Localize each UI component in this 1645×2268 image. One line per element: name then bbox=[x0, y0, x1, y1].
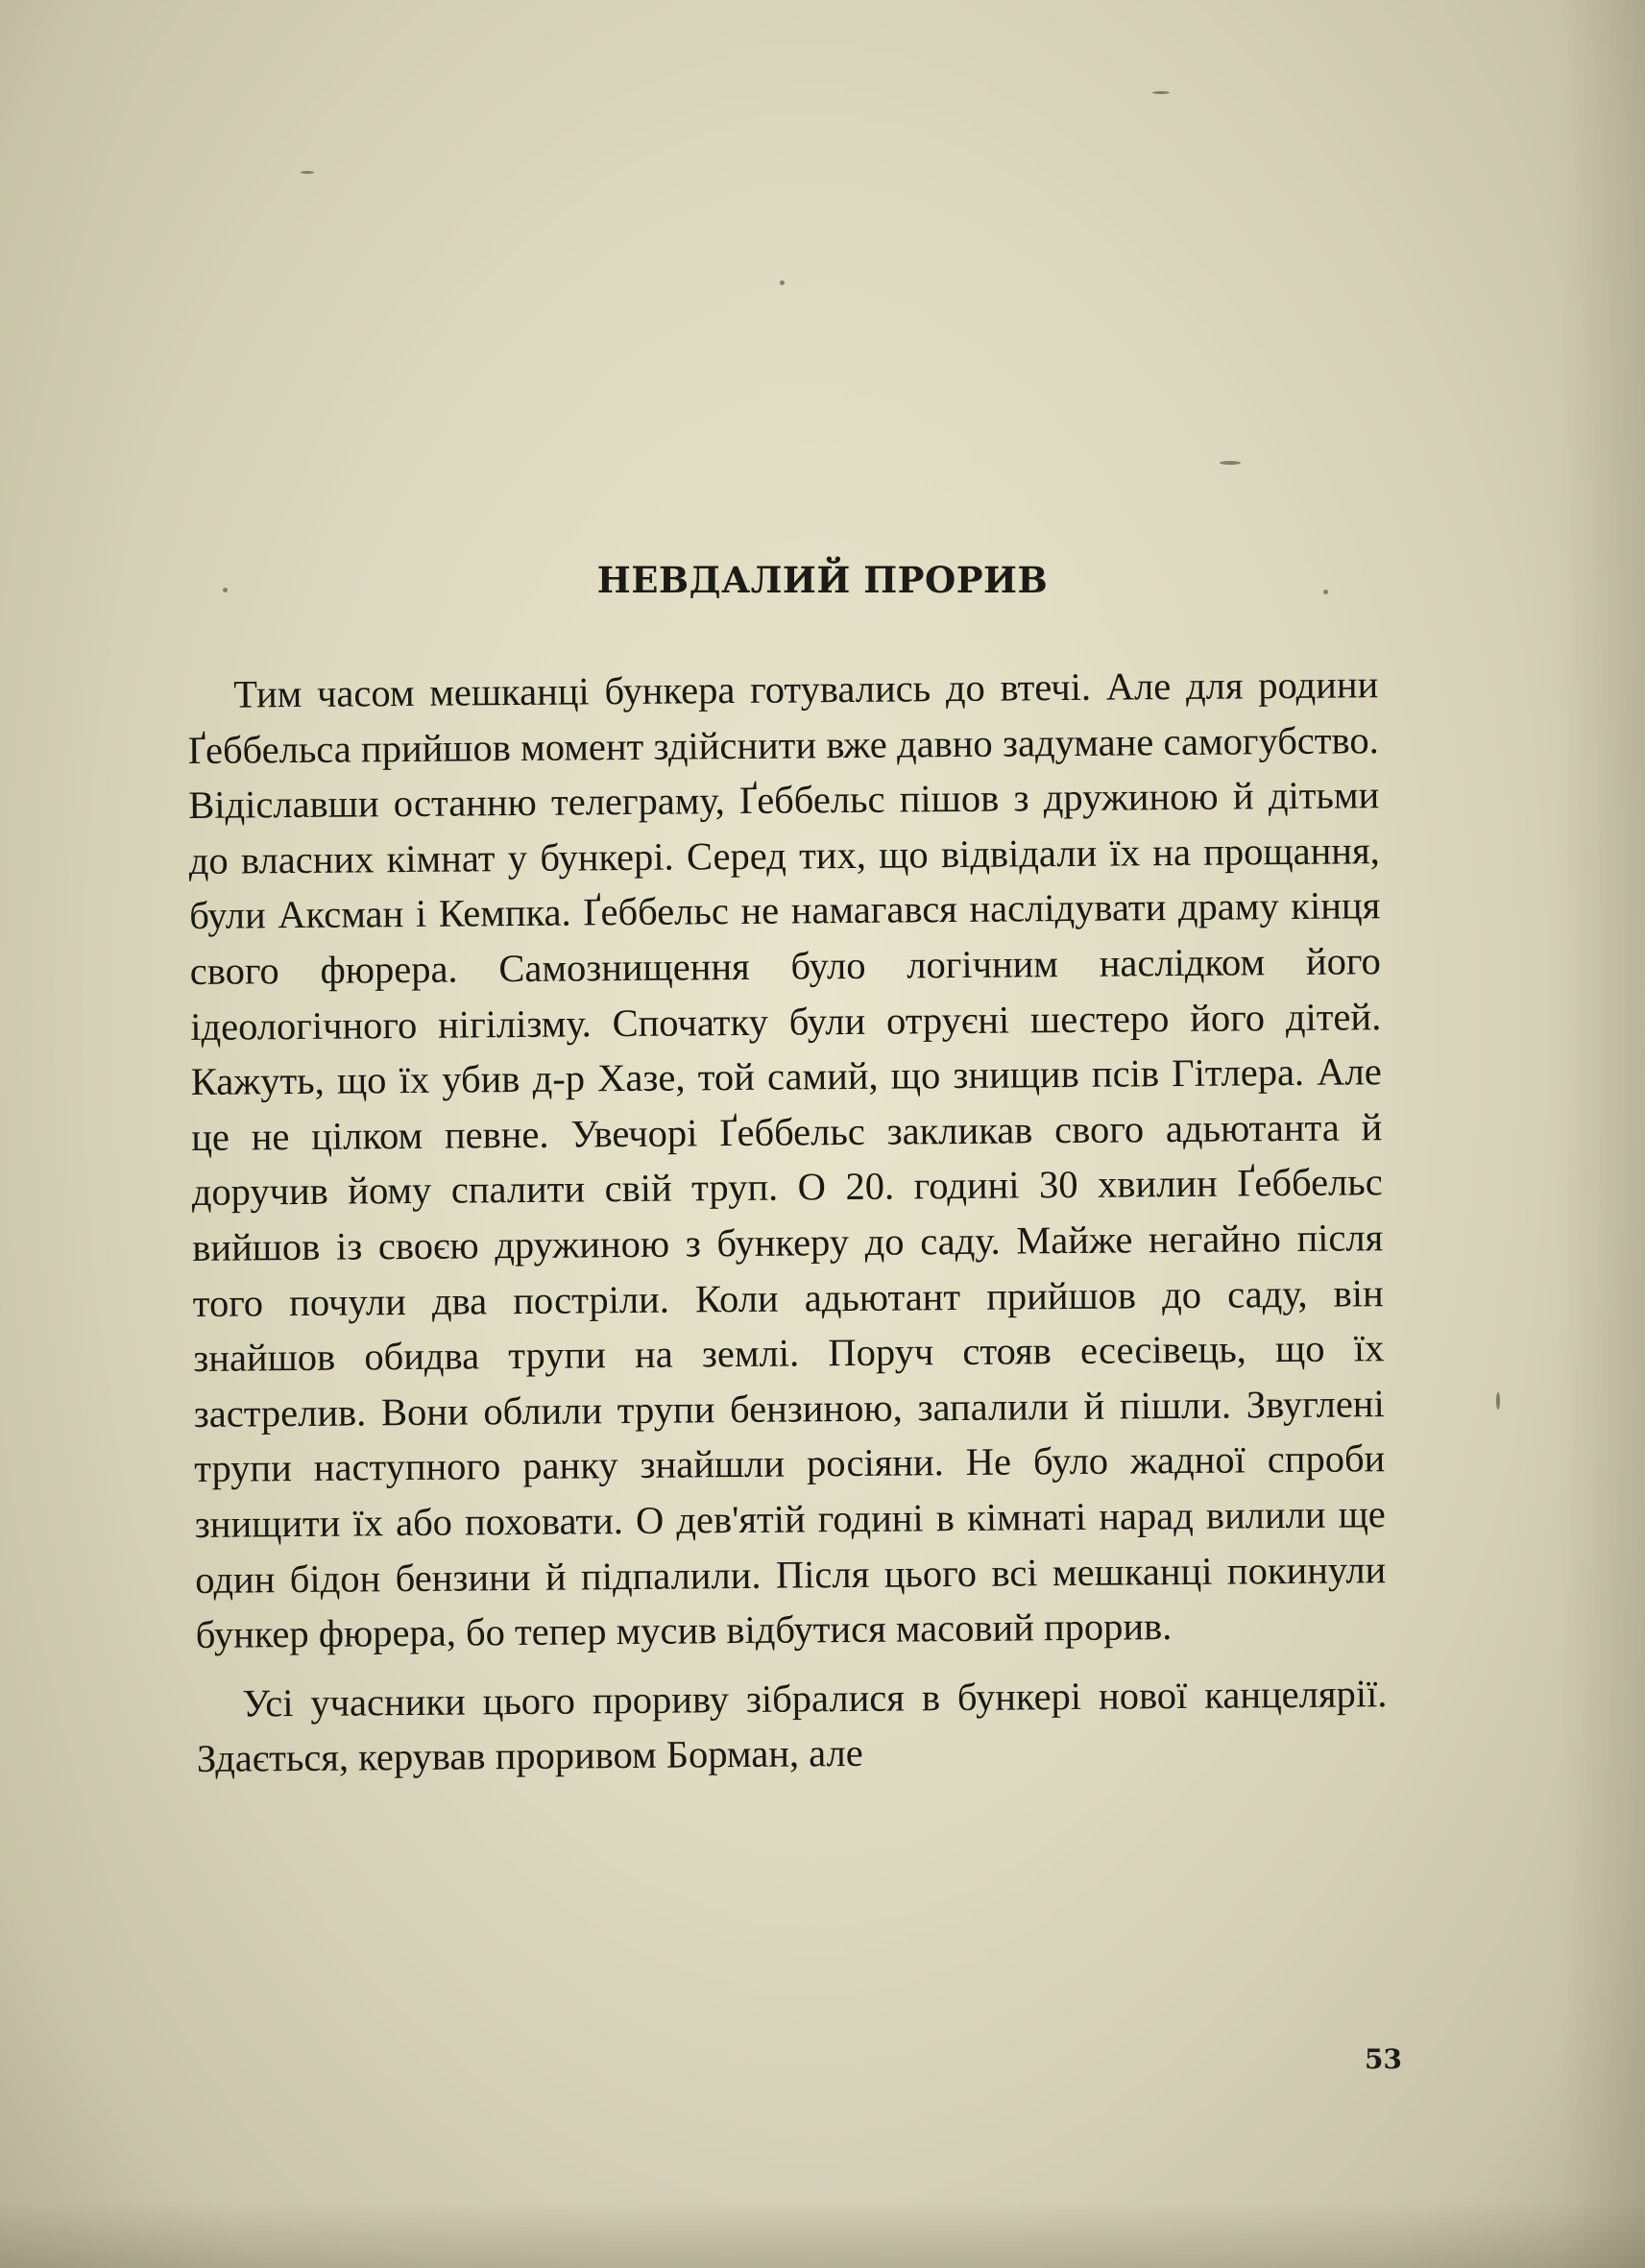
paragraph: Тим часом мешканці бункера готувались до втечі. Але для родини Ґеббельса прийшов момент здійснити вже давно задумане самогубство. Відіславши останню телеграму, Ґеббельс пішов з дружиною й дітьми до власних кімнат у бункері. Серед тих, що відвідали їх на прощання, були Аксман і Кемпка. Ґеббельс не намагався наслідувати драму кінця свого фюрера. Самознищення було логічним наслідком його ідеологічного нігілізму. Спочатку були отруєні шестеро його дітей. Кажуть, що їх убив д-р Хазе, той самий, що знищив псів Гітлера. Але це не цілком певне. Увечорі Ґеббельс закликав свого адьютанта й доручив йому спалити свій труп. О 20. годині 30 хвилин Ґеббельс вийшов із своєю дружиною з бункеру до саду. Майже негайно після того почули два постріли. Коли адьютант прийшов до саду, він знайшов обидва трупи на землі. Поруч стояв есесівець, що їх застрелив. Вони облили трупи бензиною, запалили й пішли. Звуглені трупи наступного ранку знайшли росіяни. Не було жадної спроби знищити їх або поховати. О дев'ятій годині в кімнаті нарад вилили ще один бідон бензини й підпалили. Після цього всі мешканці покинули бункер фюрера, бо тепер мусив відбутися масовий прорив. bbox=[187, 663, 1387, 1657]
body-text bbox=[187, 657, 1388, 1787]
dust-speck bbox=[1220, 461, 1241, 465]
page-number: 53 bbox=[1365, 2043, 1402, 2075]
paragraph: Усі учасники цього прориву зібралися в бункері нової канцелярії. Здається, керував проривом Борман, але bbox=[196, 1671, 1388, 1781]
dust-speck bbox=[301, 171, 314, 174]
dust-speck bbox=[1496, 1392, 1500, 1410]
dust-speck bbox=[1152, 91, 1170, 94]
page-bottom-shadow bbox=[0, 2201, 1645, 2268]
dust-speck bbox=[780, 280, 785, 285]
page-edge-shadow bbox=[1559, 0, 1645, 2268]
chapter-title: НЕВДАЛИЙ ПРОРИВ bbox=[596, 559, 1049, 601]
